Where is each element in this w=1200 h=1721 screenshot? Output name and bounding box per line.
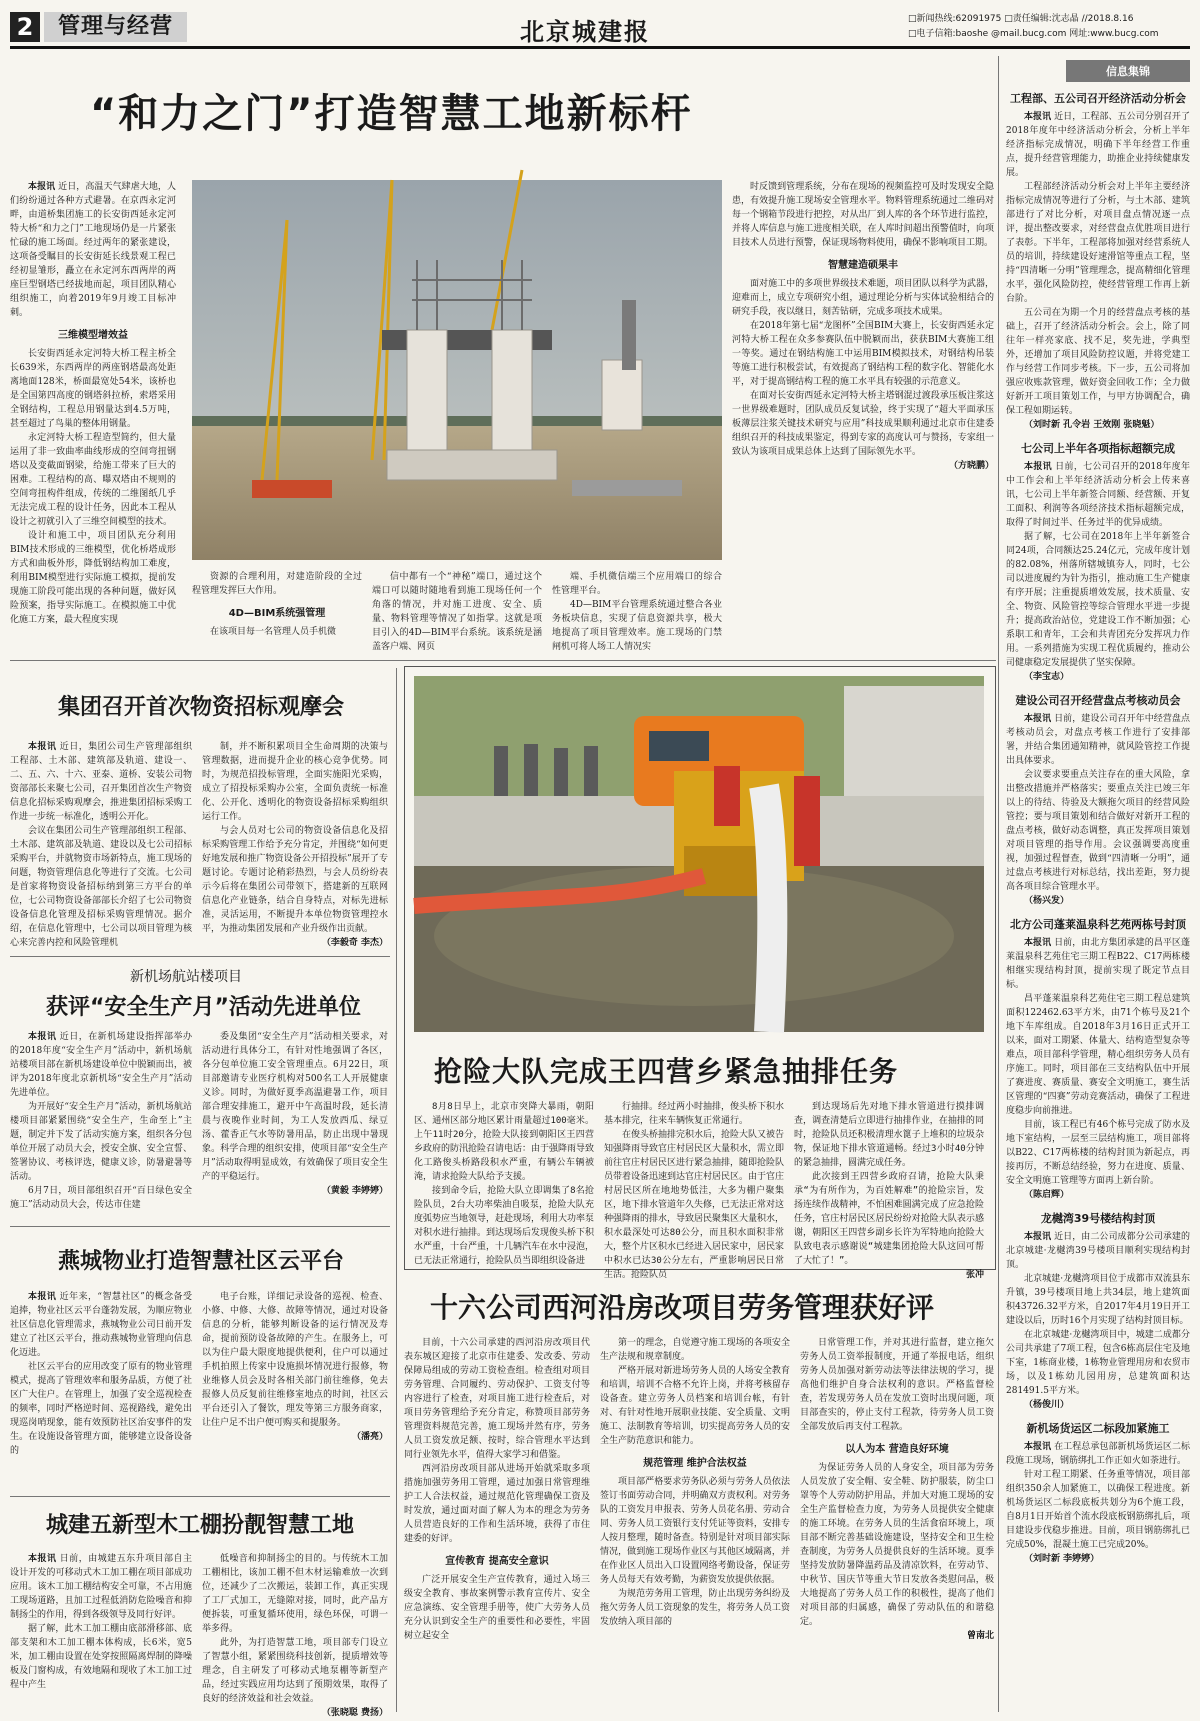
subheading: 4D—BIM系统强管理 <box>228 608 326 619</box>
article-column: 信中都有一个“神秘”端口，通过这个端口可以随时随地看到施工现场任何一个角落的情况，并对施工进度、安全、质量、物料管理等情况了如指掌。这就是项目引入的4D—BIM平台系统。该系统是涵盖客户端、网页 <box>372 572 542 652</box>
article-column: 本报讯 近日，在新机场建设指挥部举办的2018年度“安全生产月”活动中，新机场航站楼项目部在新机场建设单位中脱颖而出，被评为2018年度北京新机场“安全生产月”活动先进单位。 为开展好“安全生产月”活动，新机场航站楼项目部紧紧围绕“安全生产，生命至上”主题，制定并下发了活动实施方案，组织各分包单位开展了动员大会，授安全旗、安全宣誓、签署协议、考核评选，健康义诊，防暑避暑等活动。 6月7日，项目部组织召开“百日绿色安全施工”活动动员大会，传达市住建 <box>10 1032 192 1210</box>
article-column: 本报讯 日前，由城建五东升项目部自主设计开发的可移动式木工加工棚在项目部成功应用。该木工加工棚结构安全可靠，不占用施工现场道路，且加工过程低消防危险噪音和抑制扬尘的作用，得到各级领导及同行好评。 据了解，此木工加工棚由底部滑移部、底部支架和木工加工棚本体构成，长6米，宽5米，加工棚由设置在处穿按照隔离焊制的降噪板及门窗构成，有效地隔和现收了木工加工过程中产生 <box>10 1554 192 1690</box>
sidebar-item-text: 会议要求要重点关注存在的重大风险，拿出整改措施并严格落实；要重点关注已竣三年以上的待结、待验及大额拖欠项目的经营风险管控；要与项目策划和结合做好对新开工程的盘点考核，做好动态调整，真正发挥项目策划对项目管理的指导作用。会议强调要高度重视，加强过程督查，做到“四清晰一分明”，通过盘点考核进行对标总结，找出差距，努力提高各项目综合管理水平。 <box>1006 770 1190 892</box>
article-title: 城建五新型木工棚扮靓智慧工地 <box>46 1513 355 1538</box>
sidebar-item-title: 龙樾湾39号楼结构封顶 <box>1040 1212 1156 1225</box>
article-column: 时反馈到管理系统，分布在现场的视频监控可及时发现安全隐患，有效提升施工现场安全管理水平。物料管理系统通过二维码对每一个钢箱节段进行把控，对从出厂到人库的各个环节进行监控，并将人库信息与施工进度相关联，在人库时间超出预警值时，向项目技术人员进行预警，保证现场物料使用，确保不影响项目工期。 智慧建造硕果丰 面对施工中的多项世界级技术难题，项目团队以科学为武器，迎难而上，成立专项研究小组，通过理论分析与实体试验相结合的研究手段，夜以继日，刻苦钻研，完成多项技术成果。 在2018年第七届“龙图杯”全国BIM大赛上，长安街西延永定河特大桥工程在众多参赛队伍中脱颖而出，获获BIM大赛施工组一等奖。通过在钢结构施工中运用BIM模拟技术，对钢结构吊装等施工进行积极尝试，有效提高了钢结构工程的数字化、智能化水平，对于提高钢结构工程的施工水平具有较强的示范意义。 在面对长安街西延永定河特大桥主塔钢混过渡段承压板注浆这一世界级难题时，团队成员反复试验，终于实现了“超大平面承压板薄层注浆关键技术研究与应用”科技成果顺利通过北京市住建委组织召开的科技成果鉴定，得到专家的高度认可与赞扬，专家组一致认为该项目成果总体上达到了国际领先水平。 （方晓鹏） <box>732 182 994 471</box>
divider <box>10 660 996 661</box>
article-subtitle: 新机场航站楼项目 <box>130 969 242 985</box>
subheading: 宣传教育 提高安全意识 <box>445 1556 549 1567</box>
article-column: 制，并不断积累项目全生命周期的决策与管理数据，进而提升企业的核心竞争优势。同时，为规范招投标管理，全面实施阳光采购，成立了招投标采购办公室，全面负责统一标准化、公开化、透明化的物资设备招标采购组织运行工作。 与会人员对七公司的物资设备信息化及招标采购管理工作给予充分肯定，并围绕“如何更好地发展和推广物资设备公开招投标”展开了专题讨论。专题讨论稍彩热烈，与会人员纷纷表示今后将在集团公司带领下，搭建新的互联网信息化产业链条，结合自身特点，对标先进标准，灵活运用，不断提升本单位物资管理控水平，为推动集团发展和产业升级作出贡献。 （李毅奇 李杰） <box>202 742 388 948</box>
article-column: 资源的合理利用，对建造阶段的全过程管理发挥巨大作用。 4D—BIM系统强管理 在该项目每一名管理人员手机微 <box>192 572 362 637</box>
byline: 曾南北 <box>966 1631 994 1641</box>
article-column: 电子台账，详细记录设备的巡视、检查、小修、中修、大修、故障等情况，通过对设备信息的分析，能够判断设备的运行情况及寿命，提前预防设备故障的产生。在服务上，可以为住户最大限度地提供便利，住户可以通过手机拍照上传家中设施损坏情况进行报修，物业维修人员会及时各相关部门前往维修，免去报修人员反复前往维修室地点的时间，社区云平台还引入了餐饮，理发等第三方服务商家，让住户足不出户便可购买和提服务。 （潘亮） <box>202 1292 388 1442</box>
header-rule <box>10 46 1190 49</box>
byline: （杨俊川） <box>1024 1400 1070 1410</box>
sidebar-item-text: 据了解，七公司在2018年上半年新签合同24项，合同额达25.24亿元，完成年度计划的82.08%，州落所辖城镇夯人，同时，七公司以进度履约为针为指引，推动施工生产健康有序开展；注重提质增效发展，技术质量、安全、物资、风险管控等综合管理水平进一步提升；提高政治站位，党建设工作不断加强；心系职工和青年，工会和共青团充分发挥巩力作用。一系列措施为实现工程优质履约，推动公司健康稳定发展提供了坚实保障。 <box>1006 532 1190 668</box>
sidebar-item-text: 目前，该工程已有46个栋号完成了防水及地下室结构，一层至三层结构施工，项目部将以B22、C17两栋楼的结构封顶为新起点，再接再厉，不断总结经验，努力在进度、质量、安全文明施工管理等方面再上新台阶。 <box>1006 1120 1190 1186</box>
article-title: 集团召开首次物资招标观摩会 <box>58 695 345 720</box>
divider <box>10 1496 390 1497</box>
article-column: 目前，十六公司承建的西河沿房改项目代表东城区迎接了北京市住建委、发改委、劳动保障局组成的劳动工资检查组。检查组对项目劳务管理、合同履约、劳动保护、工资支付等内容进行了检查，对项目施工进行检查后，对项目劳务管理给予充分肯定，称赞项目部劳务管理资料规范完善，施工现场并然有序，劳务人员工资发放足额、按时，综合管理水平达到同行业领先水平，值得大家学习和借鉴。 西河沿房改项目部从进场开始就采取多项措施加强劳务用工管理，通过加强日常管理维护工人合法权益，通过规范化管理确保工资及时发放，通过面对面了解人为本的理念为劳务人员营造良好的工作和生活环境，获得了市住建委的好评。 宣传教育 提高安全意识 广泛开展安全生产宣传教育，通过入场三级安全教育、事故案例警示教育宣传片、安全应急演练、安全管理手册等，使广大劳务人员充分认识到安全生产的重要性和必要性，牢固树立起安全 <box>404 1338 590 1641</box>
subheading: 智慧建造硕果丰 <box>828 260 898 271</box>
byline: （方晓鹏） <box>948 461 994 471</box>
sidebar-item-text: 在北京城建·龙樾湾项目中，城建二成都分公司共承建了7项工程，包含6栋高层住宅及地下室，1栋商业楼，1栋物业管理用房和农贸市场，以及1栋幼儿园用房，总建筑面积达281491.5平方米。 <box>1006 1330 1190 1396</box>
article-title: 获评“安全生产月”活动先进单位 <box>46 995 361 1020</box>
byline: （潘亮） <box>351 1432 388 1442</box>
byline: （李毅奇 李杰） <box>321 938 388 948</box>
article-column: 本报讯 近年来，“智慧社区”的概念备受追捧，物业社区云平台蓬勃发展，为顺应物业社区信息化管理需求，燕城物业公司日前开发建立了社区云平台，推动燕城物业管理向信息化迈进。 社区云平台的应用改变了原有的物业管理模式，提高了管理效率和服务品质，方便了社区广大住户。在管理上，加强了安全巡视检查的频率，同时严格逆时间、巡视路线，避免出现巡岗哨现象，能有效预防社区治安事件的发生。在设施设备管理方面，能够建立设备设备的 <box>10 1292 192 1456</box>
article-column: 第一的理念，自觉遵守施工现场的各项安全生产法规和规章制度。 严格开展对新进场劳务人员的人场安全教育和培训，培训不合格不允许上岗，并将考核留存设备查。建立劳务人员档案和培训台帐，有针对、有针对性地开展职业技能、安全质量、文明施工、法制教育等培训，切实提高劳务人员的安全生产防范意识和能力。 规范管理 维护合法权益 项目部严格要求劳务队必须与劳务人员依法签订书面劳动合同，并明确双方责权利。对劳务队的工资发月申报表、劳务人员花名册、劳动合同、劳务人员工资银行支付凭证等资料，安排专人按月整理，随时备查。特别是针对项目部实际情况，做到施工现场作业区与其他区域隔离，并在作业区人员出入口设置网络考勤设备，保证劳务人员每天有效考勤，为薪资发放提供依据。 为规范劳务用工管理，防止出现劳务纠纷及拖欠劳务人员工资现象的发生，将劳务人员工资发放纳入项目部的 <box>600 1338 790 1627</box>
article-column: 本报讯 近日，高温天气肆虐大地，人们纷纷通过各种方式避暑。在京西永定河畔，由道桥集团施工的长安街西延永定河特大桥“和力之门”工地现场仍是一片紧张忙碌的施工场面。经过两年的紧张建设，这项备受瞩目的长安街延长线景观工程已经初显雏形，矗立在永定河东西两岸的两座巨型钢塔已经拔地而起，项目团队精心组织施工，向着2019年9月竣工目标冲刺。 三维模型增效益 长安街西延永定河特大桥工程主桥全长639米，东西两岸的两座钢塔最高处距离地面128米，桥面最宽处54米，该桥也是全国第四高度的钢塔斜拉桥，索塔采用全钢结构，工程总用钢量达到4.5万吨，甚至超过了鸟巢的整体用钢量。 永定河特大桥工程造型简约，但大量运用了非一致曲率曲线形成的空间弯扭钢塔以及变截面钢梁，给施工带来了巨大的困难。工程结构的高、曝双塔由不规则的空间弯扭构件组成，传统的二维图纸几乎无法完成工程的设计任务，因此本工程从设计之初就引入了三维空间模型的技术。 设计和施工中，项目团队充分利用BIM技术形成的三维模型，优化桥塔成形方式和曲板外形，降低钢结构加工难度，利用BIM模型进行实际施工模拟，提前发现施工阶段可能出现的各种问题，做好风险预案，指导实际施工。在模拟施工中优化施工方案，最大程度实现 <box>10 182 176 625</box>
page-number: 2 <box>10 12 40 42</box>
byline: （杨兴发） <box>1024 896 1070 906</box>
byline: （李宝志） <box>1024 672 1070 682</box>
article-column: 本报讯 近日，集团公司生产管理部组织工程部、土木部、建筑部及轨道、建设一、二、五、六、十六、亚泰、道桥、安装公司物资部部长来聚七公司，召开集团首次生产物资信息化招标采购观摩会，推进集团招标采购工作进一步统一标准化，透明公开化。 会议在集团公司生产管理部组织工程部、土木部、建筑部及轨道、建设以及七公司招标采购平台，并就物资市场新特点，施工现场的问题，物资管理信息化等进行了交流。七公司是首家将物资设备招标纳到第三方平台的单位，七公司物资设备部部长介绍了七公司物资设备信息化管理及招标采购管理情况。据介绍，在信息化管理中，七公司以项目管理为核心来完善内控和风险管理机 <box>10 742 192 948</box>
sidebar-item-title: 建设公司召开经营盘点考核动员会 <box>1015 694 1181 707</box>
divider <box>998 56 999 1712</box>
divider <box>396 668 397 1712</box>
article-column: 到达现场后先对地下排水管道进行摸排调查，调查清楚后立即进行抽排作业，在抽排的同时，抢险队员还积极清理水篦子上堆积的垃圾杂物，保证地下排水管道通畅。经过3小时40分钟的紧急抽排，圆满完成任务。 此次接到王四营乡政府召请，抢险大队秉承“为有所作为，为百姓解难”的抢险宗旨，发扬连续作战精神，不怕困难圆满完成了应急抢险任务，官庄村居民区居民纷纷对抢险大队表示感谢，朝阳区王四营乡副乡长许为军特地向抢险大队致电表示感谢说“城建集团抢险大队这回可帮了大忙了！”。 张冲 <box>794 1102 984 1280</box>
sidebar-item-text: 针对工程工期紧、任务重等情况，项目部组织350余人加紧施工，以确保工程进度。新机场货运区二标段底板共划分为6个施工段，自8月1日开始首个流水段底板钢筋绑扎后，项目建设步伐稳步推进。目前，项目钢筋绑扎已完成50%，混凝土施工已完成20%。 <box>1006 1470 1190 1550</box>
sidebar-item-text: 本报讯 在工程总承包部新机场货运区二标段施工现场，钢筋绑扎工作正如火如荼进行。 <box>1006 1442 1190 1466</box>
sidebar-item-text: 昌平蓬莱温泉科艺苑住宅三期工程总建筑面积122462.63平方米，由71个栋号及21个地下车库组成。自2018年3月16日正式开工以来，面对工期紧、体量大、结构造型复杂等难点，项目部科学管理，精心组织劳务人员有序施工。同时，项目部在三支结构队伍中开展了赛进度、赛质量、赛安全文明施工，赛生活区管理的“四赛”劳动竞赛活动，确保了工程进度稳步向前推进。 <box>1006 994 1190 1116</box>
article-column: 行抽排。经过两小时抽排，俊头桥下积水基本排完，往来车辆恢复正常通行。 在俊头桥抽排完积水后，抢险大队又被告知强降雨导致官庄村居民区大量积水，需立即前往官庄村居民区进行紧急抽排，随即抢险队员带着设备迅速到达官庄村居民区。由于官庄村居民区所在地地势低洼，大多为棚户聚集区，地下排水管道年久失修，已无法正常对这种强降雨的排水，导致居民聚集区大量积水，积水最深处可达80公分，而且积水面积非常大，整个片区积水已经进入居民家中，居民家中积水已达30公分左右，严重影响居民日常生活。抢险队员 <box>604 1102 785 1280</box>
header-meta <box>908 12 1159 42</box>
sidebar-item-text: 本报讯 日前，七公司召开的2018年度年中工作会和上半年经济活动分析会上传来喜讯，七公司上半年新签合同额、经营额、开复工面积、利润等各项经济技术指标超额完成，取得了时间过半、任务过半的优异成绩。 <box>1006 462 1190 528</box>
bridge-tower-photo <box>192 180 722 560</box>
article-title: 抢险大队完成王四营乡紧急抽排任务 <box>434 1055 899 1088</box>
section-tag: 管理与经营 <box>44 12 187 42</box>
sidebar-item-title: 北方公司蓬莱温泉科艺苑两栋号封顶 <box>1010 918 1186 931</box>
article-title: “和力之门”打造智慧工地新标杆 <box>90 91 693 137</box>
sidebar-item-text: 北京城建·龙樾湾项目位于成都市双流县东升镇，39号楼项目地上共34层，地上建筑面积43726.32平方米，自2017年4月19日开工建设以后，历时16个月实现了结构封顶目标。 <box>1006 1274 1190 1326</box>
sidebar-item-text: 本报讯 近日，由二公司成都分公司承建的北京城建·龙樾湾39号楼项目顺利实现结构封顶。 <box>1006 1232 1190 1270</box>
sidebar-tag: 信息集锦 <box>1066 60 1190 82</box>
paper-name: 北京城建报 <box>520 17 650 46</box>
subheading: 以人为本 营造良好环境 <box>845 1444 949 1455</box>
sidebar-item-text: 本报讯 日前，由北方集团承建的昌平区蓬莱温泉科艺苑住宅三期工程B22、C17两栋楼相继实现结构封顶，提前实现了既定节点目标。 <box>1006 938 1190 990</box>
byline: （刘时新 孔令岩 王效刚 张晓魁） <box>1024 420 1160 430</box>
article-title: 燕城物业打造智慧社区云平台 <box>58 1249 345 1274</box>
pump-rescue-photo <box>414 676 984 1032</box>
sidebar-item-title: 七公司上半年各项指标超额完成 <box>1021 442 1175 455</box>
news-brief-sidebar <box>1006 60 1190 1712</box>
sidebar-item-title: 新机场货运区二标段加紧施工 <box>1026 1422 1170 1435</box>
divider <box>10 1226 390 1227</box>
article-column: 日常管理工作，并对其进行监督，建立拖欠劳务人员工资举报制度，开通了举报电话，组织劳务人员加强对新劳动法等法律法规的学习，提高他们维护自身合法权利的意识。严格监督检查，若发现劳务人员在发放工资时出现问题，项目部查实的，停止支付工程款，待劳务人员工资全部发放后再支付工程款。 以人为本 营造良好环境 为保证劳务人员的人身安全，项目部为劳务人员发放了安全帽、安全鞋、防护服装，防尘口罩等个人劳动防护用品，并加大对施工现场的安全生产监督检查力度，为劳务人员提供安全健康的施工环境。在劳务人员的生活食宿环境上，项目部不断完善基础设施建设，坚持安全和卫生检查制度，为劳务人员提供良好的生活环境。夏季坚持发放防暑降温药品及清凉饮料，在劳动节、中秋节、国庆节等重大节日发放各类慰问品，极大地提高了劳务人员工作的积极性，提高了他们对项目部的归属感，确保了劳动队伍的和谐稳定。 曾南北 <box>800 1338 994 1641</box>
article-column: 端、手机微信端三个应用端口的综合性管理平台。 4D—BIM平台管理系统通过整合各业务板块信息，实现了信息资源共享，极大地提高了项目管理效率。施工现场的门禁闸机可将人场工人情况实 <box>552 572 722 652</box>
byline: （刘时新 李婷婷） <box>1024 1554 1100 1564</box>
article-column: 低噪音和抑制扬尘的目的。与传统木工加工棚相比，该加工棚不但木材运输难放一次到位，还减少了二次搬运，装卸工作，真正实现了工厂式加工，无缝隙对接，同时，此产品方便拆装，可重复循环使用，绿色环保，可谓一举多得。 此外，为打造智慧工地，项目部专门设立了智慧小组，紧紧围绕科技创新，提质增效等理念，自主研发了可移动式地泵棚等新型产品，经过实践应用均达到了预期效果，取得了良好的经济效益和社会效益。 （张晓聪 费扬） <box>202 1554 388 1718</box>
sidebar-item-title: 工程部、五公司召开经济活动分析会 <box>1010 92 1186 105</box>
meta-line-2: □电子信箱:baoshe @mail.bucg.com 网址:www.bucg.com <box>908 29 1159 39</box>
sidebar-item-text: 工程部经济活动分析会对上半年主要经济指标完成情况等进行了分析，与土木部、建筑部进行了对比分析，对项目盘点情况逐一点评，提出整改要求，对经营盘点优胜项目进行了表彰。下半年，工程部将加强对经营系统人员的培训，持续建设好速滑馆等重点工程，坚持“四清晰一分明”管理理念，提高精细化管理水平，强化风险防控，使经营管理工作再上新台阶。 <box>1006 182 1190 304</box>
byline: （陈启辉） <box>1024 1190 1070 1200</box>
subheading: 规范管理 维护合法权益 <box>643 1458 747 1469</box>
page-header <box>10 10 1190 44</box>
meta-line-1: □新闻热线:62091975 □责任编辑:沈志晶 //2018.8.16 <box>908 14 1134 24</box>
byline: （黄毅 李婷婷） <box>321 1186 388 1196</box>
article-title: 十六公司西河沿房改项目劳务管理获好评 <box>430 1291 935 1324</box>
subheading: 三维模型增效益 <box>58 330 128 341</box>
byline: 张冲 <box>965 1270 984 1280</box>
article-column: 8月8日早上，北京市突降大暴雨，朝阳区、通州区部分地区累计雨量超过100毫米。上午11时20分，抢险大队接到朝阳区王四营乡政府的防汛抢险召请电话：由于强降雨导致化工路俊头桥路段积水严重，有辆公车辆被淹，请求抢险大队给予支援。 接到命令后，抢险大队立即调集了8名抢险队员，2台大功率柴油自吸泵，抢险大队充度弧势应当地领导，赶赴现场，利用大功率泵对积水进行抽排。到达现场后发现俊头桥下积水严重，十台严重，十几辆汽车在水中浸泡，已无法正常通行，抢险队员当即组织设备进 <box>414 1102 595 1266</box>
sidebar-item-text: 五公司在为期一个月的经营盘点考核的基础上，召开了经济活动分析会。会上，除了同往年一样亮家底、找不足，奖先进，学典型外，还增加了项目风险防控议题，并将党建工作与经营工作同步考核。下一步，五公司将加强应收账款管理，做好资金回收工作；全力做好新开工项目策划工作，与甲方协调配合，确保工程如期运转。 <box>1006 308 1190 416</box>
divider <box>10 956 390 957</box>
byline: （张晓聪 费扬） <box>321 1708 388 1718</box>
article-column: 委及集团“安全生产月”活动相关要求，对活动进行具体分工，有针对性地强调了各区，各分包单位施工安全管理重点。6月22日，项目部邀请专业医疗机构对500名工人开展健康义诊。同时，为做好夏季高温避暑工作，项目部合理安排施工，避开中午高温时段，延长清晨与夜晚作业时间，为工人发放西瓜、绿豆汤、藿香正气水等防暑用品，防止出现中暑现象。科学合理的组织安排，使项目部“安全生产月”活动取得明显成效，有效确保了项目安全生产的平稳运行。 （黄毅 李婷婷） <box>202 1032 388 1196</box>
sidebar-item-text: 本报讯 近日，工程部、五公司分别召开了2018年度年中经济活动分析会，分析上半年经济指标完成情况，明确下半年经营工作重点，提升经营管理能力，助推企业持续健康发展。 <box>1006 112 1190 178</box>
sidebar-item-text: 本报讯 日前，建设公司召开年中经营盘点考核动员会，对盘点考核工作进行了安排部署，并结合集团通知精神，就风险管控工作提出具体要求。 <box>1006 714 1190 766</box>
